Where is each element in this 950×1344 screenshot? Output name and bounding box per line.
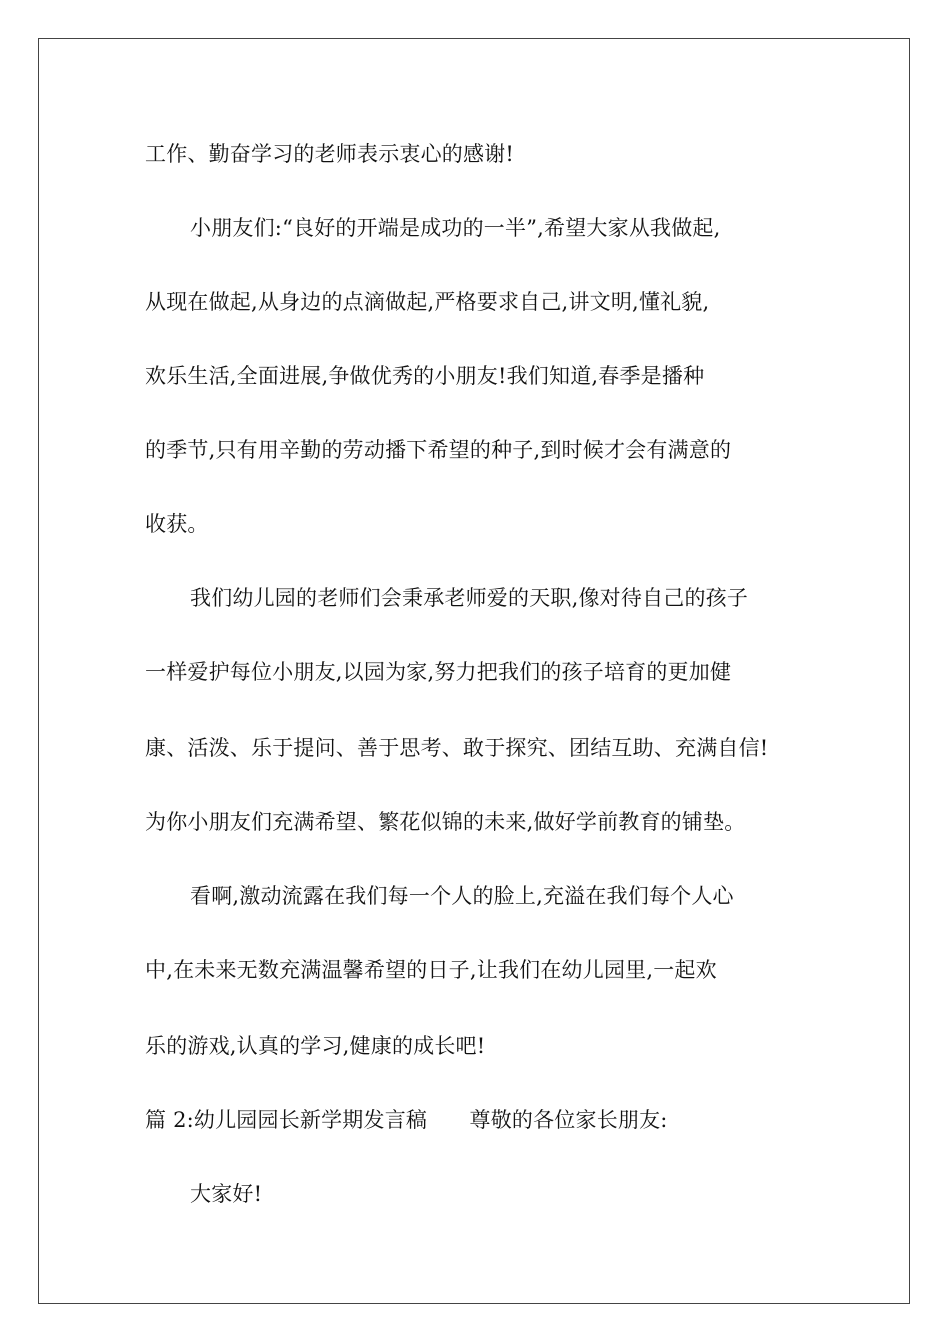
text-line-11: 看啊,激动流露在我们每一个人的脸上,充溢在我们每个人心: [190, 884, 734, 908]
text-line-10: 为你小朋友们充满希望、繁花似锦的未来,做好学前教育的铺垫。: [145, 810, 746, 834]
text-line-8: 一样爱护每位小朋友,以园为家,努力把我们的孩子培育的更加健: [145, 660, 732, 684]
text-line-13: 乐的游戏,认真的学习,健康的成长吧!: [145, 1034, 486, 1058]
text-line-15: 大家好!: [190, 1182, 263, 1206]
text-line-5: 的季节,只有用辛勤的劳动播下希望的种子,到时候才会有满意的: [145, 438, 732, 462]
text-line-6: 收获。: [145, 512, 209, 536]
section-heading-line: 篇 2:幼儿园园长新学期发言稿 尊敬的各位家长朋友:: [145, 1108, 668, 1132]
text-line-7: 我们幼儿园的老师们会秉承老师爱的天职,像对待自己的孩子: [190, 586, 749, 610]
text-line-4: 欢乐生活,全面进展,争做优秀的小朋友!我们知道,春季是播种: [145, 364, 705, 388]
text-line-1: 工作、勤奋学习的老师表示衷心的感谢!: [145, 142, 515, 166]
text-line-3: 从现在做起,从身边的点滴做起,严格要求自己,讲文明,懂礼貌,: [145, 290, 710, 314]
text-line-12: 中,在未来无数充满温馨希望的日子,让我们在幼儿园里,一起欢: [145, 958, 717, 982]
text-line-9: 康、活泼、乐于提问、善于思考、敢于探究、团结互助、充满自信!: [145, 736, 769, 760]
text-line-2: 小朋友们:“良好的开端是成功的一半”,希望大家从我做起,: [190, 216, 721, 240]
